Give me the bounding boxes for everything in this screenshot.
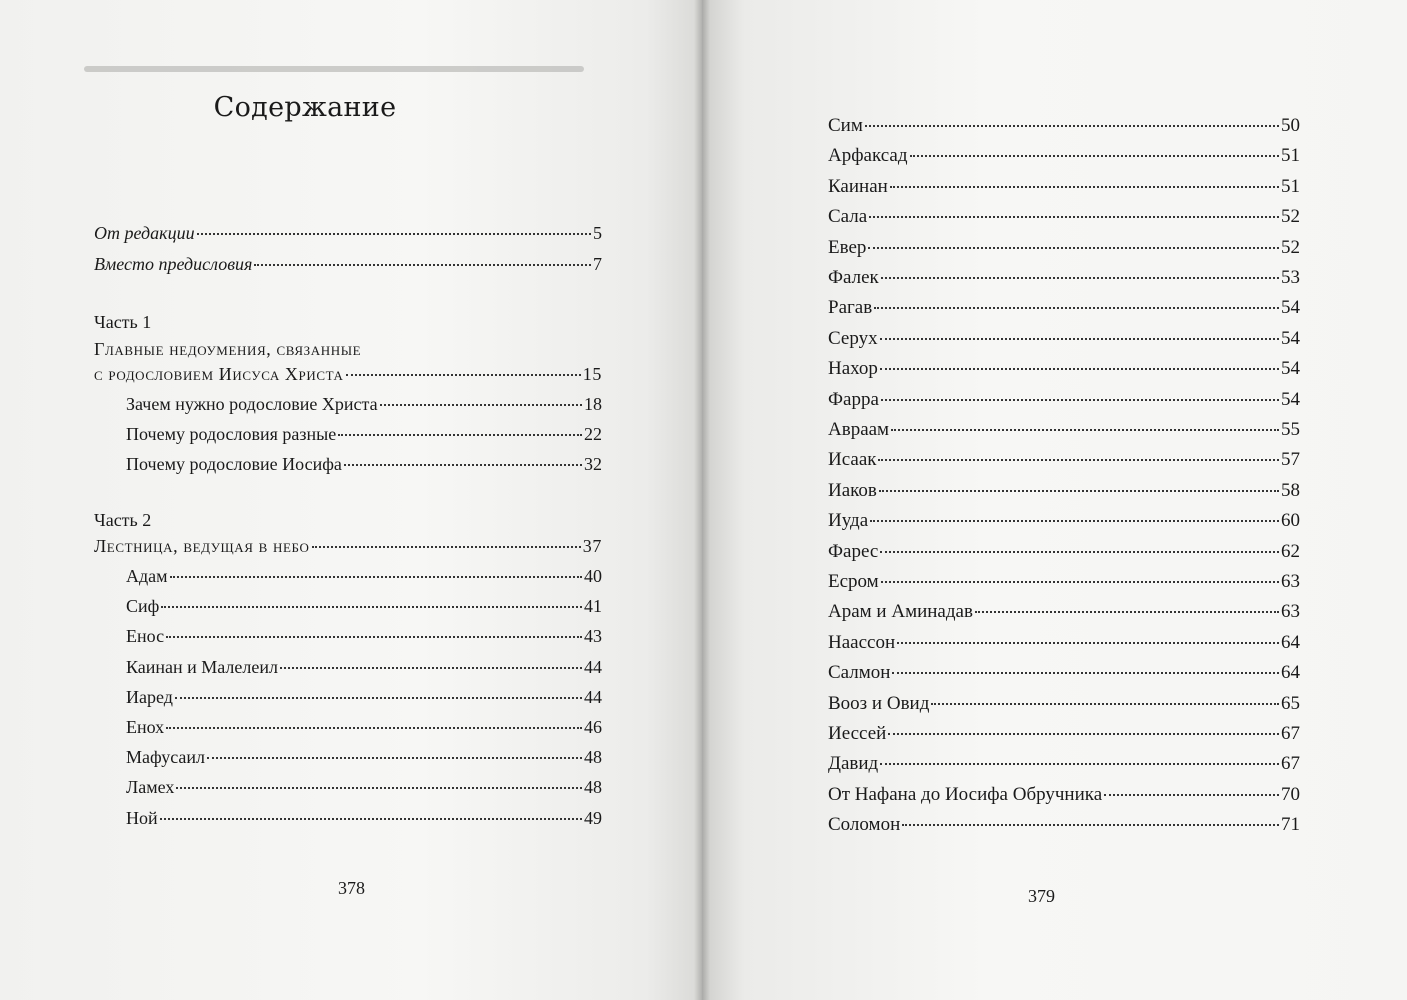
toc-entry-label: Адам [126, 566, 168, 586]
toc-entry[interactable] [828, 235, 1300, 261]
part1-heading: Часть 1 [94, 312, 152, 332]
dot-leader [881, 580, 1279, 583]
toc-entry-label: Арфаксад [828, 145, 908, 167]
dot-leader [892, 671, 1279, 674]
dot-leader [346, 373, 581, 376]
toc-entry-page: 52 [1281, 236, 1300, 258]
toc-entry-label: Авраам [828, 419, 890, 440]
dot-leader [166, 726, 582, 729]
toc-entry-label: Зачем нужно родословие Христа [126, 394, 378, 414]
toc-entry-page: 67 [1281, 753, 1300, 775]
toc-entry-page: 44 [584, 686, 602, 707]
toc-entry[interactable] [828, 204, 1300, 230]
toc-entry-label: Вместо предисловия [94, 254, 253, 274]
toc-entry-page: 32 [584, 454, 602, 474]
toc-entry-label: Арам и Аминадав [828, 601, 973, 623]
toc-entry-label: Иаред [126, 686, 173, 707]
dot-leader [880, 762, 1279, 765]
toc-entry[interactable] [828, 660, 1300, 686]
toc-entry[interactable] [126, 744, 602, 770]
header-rule [84, 66, 584, 72]
toc-entry-page: 58 [1281, 479, 1300, 501]
toc-entry-page: 18 [584, 394, 602, 414]
toc-entry-page: 48 [584, 777, 602, 798]
dot-leader [874, 306, 1279, 309]
toc-entry-preface[interactable] [94, 251, 602, 277]
left-page [0, 0, 702, 1000]
toc-entry-page: 41 [584, 596, 602, 617]
right-page [702, 0, 1407, 1000]
toc-entry-label: Иуда [828, 510, 869, 532]
toc-entry-label: Фалек [828, 267, 879, 288]
toc-entry-label: Нахор [828, 358, 878, 380]
dot-leader [176, 786, 582, 789]
dot-leader [891, 428, 1279, 431]
dot-leader [280, 666, 582, 669]
toc-entry-part2[interactable] [94, 533, 602, 559]
toc-entry-page: 54 [1281, 297, 1300, 319]
dot-leader [975, 610, 1279, 613]
dot-leader [881, 398, 1279, 401]
toc-entry[interactable] [828, 113, 1300, 139]
toc-entry-label: Евер [828, 236, 867, 258]
toc-entry-label: Почему родословия разные [126, 424, 337, 444]
toc-entry[interactable] [828, 326, 1300, 352]
toc-entry-label: Иаков [828, 479, 877, 501]
toc-entry-label: Салмон [828, 662, 891, 684]
toc-entry-label: От Нафана до Иосифа Обручника [828, 783, 1103, 805]
dot-leader [881, 276, 1279, 279]
dot-leader [254, 263, 591, 266]
toc-entry[interactable] [126, 623, 602, 649]
toc-entry-page: 57 [1281, 449, 1300, 471]
toc-entry-page: 22 [584, 424, 602, 444]
dot-leader [869, 215, 1279, 218]
dot-leader [890, 185, 1279, 188]
toc-entry-page: 70 [1281, 783, 1300, 805]
toc-entry[interactable] [828, 478, 1300, 504]
toc-entry[interactable] [828, 174, 1300, 200]
toc-entry[interactable] [126, 654, 602, 680]
part1-title-line1: Главные недоумения, связанные [94, 339, 362, 359]
toc-entry[interactable] [828, 691, 1300, 717]
toc-entry-page: 54 [1281, 327, 1300, 349]
dot-leader [380, 403, 582, 406]
toc-entry[interactable] [126, 421, 602, 447]
toc-entry-label: Вооз и Овид [828, 692, 930, 714]
toc-entry-page: 54 [1281, 358, 1300, 380]
toc-entry-label: Давид [828, 753, 879, 775]
toc-entry-label: Фарра [828, 388, 879, 410]
dot-leader [870, 519, 1279, 522]
toc-entry[interactable] [126, 774, 602, 800]
toc-entry-page: 7 [593, 254, 602, 274]
toc-entry[interactable] [126, 684, 602, 710]
dot-leader [166, 635, 582, 638]
dot-leader [931, 702, 1279, 705]
toc-entry[interactable] [828, 508, 1300, 534]
toc-entry-page: 67 [1281, 723, 1300, 744]
dot-leader [312, 545, 581, 548]
dot-leader [170, 575, 582, 578]
dot-leader [338, 433, 582, 436]
toc-entry-label: Лестница, ведущая в небо [94, 536, 310, 556]
toc-entry[interactable] [828, 630, 1300, 656]
toc-entry-page: 50 [1281, 115, 1300, 136]
toc-entry-part1[interactable] [94, 361, 602, 387]
toc-entry[interactable] [126, 805, 602, 831]
toc-entry-label: Каинан и Малелеил [126, 656, 278, 677]
toc-entry-label: Серух [828, 327, 878, 349]
dot-leader [160, 817, 582, 820]
toc-entry-label: с родословием Иисуса Христа [94, 364, 344, 384]
toc-entry[interactable] [828, 539, 1300, 565]
page-number-left: 378 [338, 878, 365, 898]
toc-entry-editorial[interactable] [94, 220, 602, 246]
toc-entry-page: 15 [582, 364, 602, 384]
toc-entry-page: 44 [584, 656, 602, 677]
toc-entry-label: Соломон [828, 814, 901, 836]
part2-heading: Часть 2 [94, 510, 152, 530]
toc-entry[interactable] [828, 265, 1300, 291]
toc-entry[interactable] [828, 143, 1300, 169]
toc-entry[interactable] [126, 714, 602, 740]
dot-leader [197, 232, 591, 235]
toc-entry-page: 51 [1281, 175, 1300, 197]
toc-entry-page: 49 [584, 807, 602, 828]
toc-entry-page: 53 [1281, 267, 1300, 288]
toc-entry-page: 64 [1281, 631, 1300, 653]
toc-entry-page: 40 [584, 566, 602, 586]
toc-entry-page: 52 [1281, 206, 1300, 228]
toc-entry-page: 46 [584, 717, 602, 737]
toc-entry-page: 5 [593, 223, 602, 243]
page-number-right: 379 [1028, 886, 1055, 906]
dot-leader [897, 641, 1279, 644]
toc-entry-page: 37 [582, 536, 602, 556]
dot-leader [868, 246, 1279, 249]
toc-entry-label: От редакции [94, 223, 195, 243]
toc-entry-label: Ламех [126, 777, 175, 798]
dot-leader [865, 124, 1279, 127]
dot-leader [880, 337, 1279, 340]
toc-entry-label: Иессей [828, 723, 887, 744]
page-title: Содержание [213, 92, 397, 123]
toc-entry-label: Почему родословие Иосифа [126, 454, 342, 474]
toc-entry[interactable] [126, 451, 602, 477]
dot-leader [207, 756, 582, 759]
toc-entry[interactable] [828, 295, 1300, 321]
toc-entry[interactable] [126, 391, 602, 417]
dot-leader [161, 605, 582, 608]
toc-entry-label: Есром [828, 571, 879, 592]
dot-leader [175, 696, 582, 699]
dot-leader [344, 463, 582, 466]
toc-entry-page: 51 [1281, 145, 1300, 167]
toc-entry-page: 62 [1281, 540, 1300, 562]
toc-entry-label: Рагав [828, 297, 873, 319]
toc-entry[interactable] [828, 356, 1300, 382]
toc-entry-page: 71 [1281, 814, 1300, 836]
dot-leader [878, 458, 1279, 461]
toc-entry-page: 63 [1281, 571, 1300, 592]
toc-entry-label: Фарес [828, 540, 879, 562]
toc-entry-label: Сиф [126, 596, 160, 617]
toc-entry[interactable] [828, 599, 1300, 625]
toc-entry[interactable] [828, 721, 1300, 747]
book-gutter-shadow [694, 0, 710, 1000]
toc-entry-label: Исаак [828, 449, 877, 471]
toc-entry[interactable] [828, 751, 1300, 777]
toc-entry-label: Енох [126, 717, 165, 737]
dot-leader [910, 154, 1280, 157]
toc-entry[interactable] [828, 417, 1300, 443]
toc-entry[interactable] [828, 812, 1300, 838]
dot-leader [1104, 793, 1279, 796]
toc-entry-label: Сим [828, 115, 863, 136]
toc-entry[interactable] [828, 782, 1300, 808]
toc-entry-label: Енос [126, 626, 165, 647]
toc-entry-label: Сала [828, 206, 868, 228]
toc-entry[interactable] [828, 387, 1300, 413]
toc-entry-page: 64 [1281, 662, 1300, 684]
toc-entry-page: 60 [1281, 510, 1300, 532]
toc-entry[interactable] [828, 447, 1300, 473]
toc-entry[interactable] [126, 563, 602, 589]
toc-entry[interactable] [126, 593, 602, 619]
toc-entry-page: 43 [584, 626, 602, 647]
toc-entry-page: 65 [1281, 692, 1300, 714]
dot-leader [902, 823, 1279, 826]
toc-entry-label: Мафусаил [126, 747, 206, 768]
dot-leader [888, 732, 1279, 735]
toc-entry-page: 63 [1281, 601, 1300, 623]
dot-leader [880, 550, 1279, 553]
toc-entry-page: 48 [584, 747, 602, 768]
dot-leader [880, 367, 1279, 370]
dot-leader [879, 489, 1279, 492]
toc-entry-page: 55 [1281, 419, 1300, 440]
toc-entry-label: Каинан [828, 175, 888, 197]
toc-entry-page: 54 [1281, 388, 1300, 410]
toc-entry-label: Наассон [828, 631, 896, 653]
toc-entry-label: Ной [126, 807, 158, 828]
toc-entry[interactable] [828, 569, 1300, 595]
